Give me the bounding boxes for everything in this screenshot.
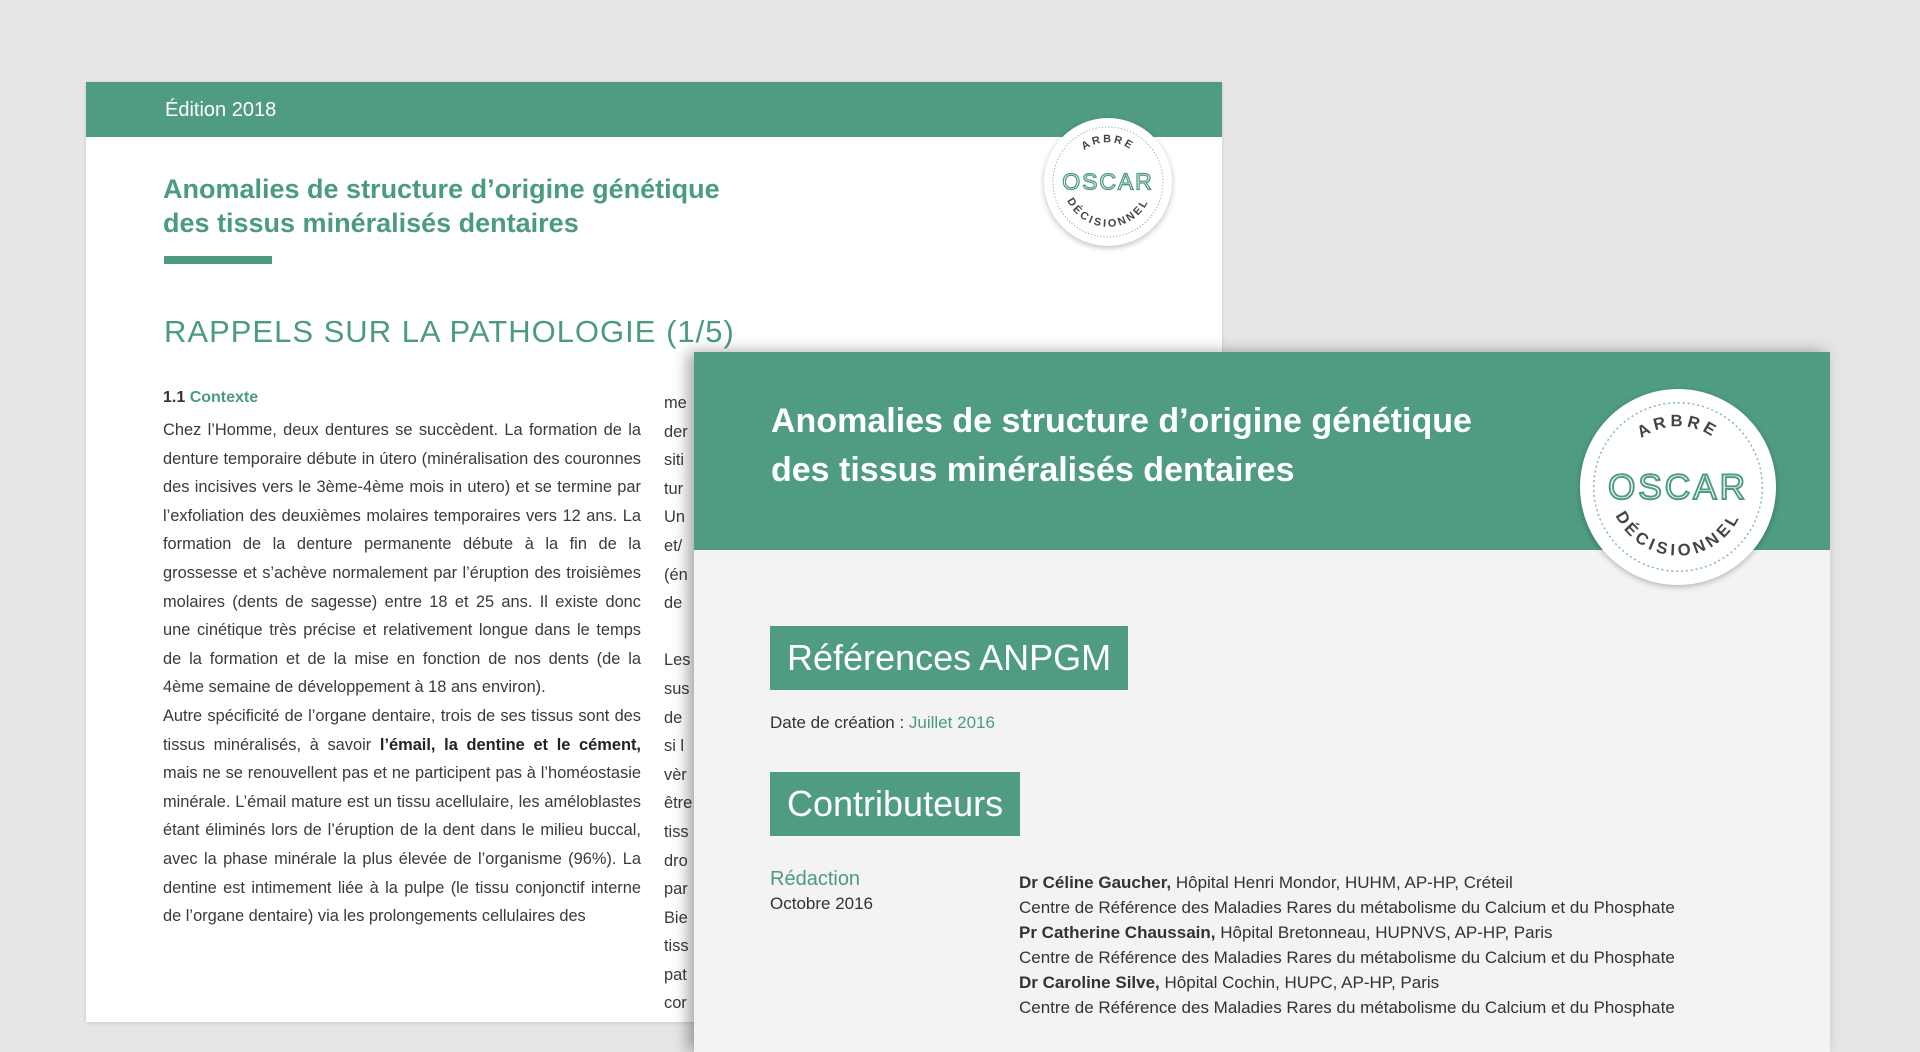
svg-text:ARBRE: ARBRE	[1633, 411, 1723, 442]
front-title-line1: Anomalies de structure d’origine génétique	[771, 402, 1472, 440]
contributor-detail: Hôpital Cochin, HUPC, AP-HP, Paris	[1159, 973, 1440, 992]
oscar-seal-small	[1044, 118, 1172, 246]
paragraph-2-bold: l’émail, la dentine et le cément,	[379, 735, 641, 754]
column2-fragment: (én	[664, 565, 688, 584]
svg-text:OSCAR: OSCAR	[1062, 168, 1154, 195]
svg-text:OSCAR: OSCAR	[1607, 467, 1749, 507]
contributor-line	[1019, 895, 1819, 920]
column2-fragment: sus	[664, 679, 690, 698]
paragraph-2-start: Autre spécificité de l’organe dentaire, trois de ses tissus sont des tissus minéralisés, à savoir	[163, 706, 641, 754]
svg-text:DÉCISIONNEL: DÉCISIONNEL	[1611, 507, 1745, 561]
column2-fragment: de	[664, 708, 683, 727]
contributor-line	[1019, 995, 1819, 1020]
column2-fragment: et/	[664, 536, 683, 555]
column2-fragment: Les	[664, 651, 691, 670]
contributor-line	[1019, 945, 1819, 970]
column2-fragment: cor	[664, 994, 687, 1013]
paragraph-2	[163, 702, 641, 931]
contributor-detail: Hôpital Henri Mondor, HUHM, AP-HP, Créteil	[1171, 873, 1513, 892]
oscar-logo-icon	[1580, 389, 1776, 585]
creation-date	[770, 713, 995, 733]
column2-fragment: siti	[664, 451, 685, 470]
context-text	[163, 416, 641, 931]
contributor-detail: Centre de Référence des Maladies Rares du métabolisme du Calcium et du Phosphate	[1019, 998, 1675, 1017]
contributor-detail: Centre de Référence des Maladies Rares du métabolisme du Calcium et du Phosphate	[1019, 898, 1675, 917]
column2-fragment: der	[664, 422, 688, 441]
creation-date-value: Juillet 2016	[908, 713, 995, 732]
contributor-detail: Hôpital Bretonneau, HUPNVS, AP-HP, Paris	[1215, 923, 1553, 942]
back-title-line1: Anomalies de structure d’origine génétique	[163, 174, 720, 204]
subsection-heading	[163, 389, 258, 407]
paragraph-1: Chez l’Homme, deux dentures se succèdent. La formation de la denture temporaire débute in útero (minéralisation des couronnes des incisives vers le 3ème-4ème mois in utero) et se termine par l’exfoliation des deuxièmes molaires temporaires vers 12 ans. La formation de la denture permanente débute à la fin de la grossesse et s’achève normalement par l’éruption des troisièmes molaires (dents de sagesse) entre 18 et 25 ans. Il existe donc une cinétique très précise et relativement longue dans le temps de la formation et de la mise en fonction de nos dents (de la 4ème semaine de développement à 18 ans environ).	[163, 421, 641, 697]
contributor-name: Pr Catherine Chaussain,	[1019, 923, 1216, 942]
column2-fragment: Un	[664, 508, 685, 527]
column2-fragment: si l	[664, 737, 685, 756]
back-page-title	[163, 172, 720, 240]
column2-fragment: tiss	[664, 822, 689, 841]
column2-fragment: être	[664, 794, 693, 813]
column2-fragment: me	[664, 394, 687, 412]
contributor-line	[1019, 870, 1819, 895]
subsection-number: 1.1	[163, 389, 186, 406]
contributor-name: Dr Céline Gaucher,	[1019, 873, 1172, 892]
column2-fragment: par	[664, 880, 688, 899]
paragraph-2-end: mais ne se renouvellent pas et ne participent pas à l’homéostasie minérale. L’émail mature est un tissu acellulaire, les améloblastes étant éliminés lors de l’éruption de la dent dans le milieu buccal, avec la phase minérale la plus élevée de l’organisme (96%). La dentine est intimement liée à la pulpe (le tissu conjonctif interne de l’organe dentaire) via les prolongements cellulaires des	[163, 764, 641, 926]
contributor-line	[1019, 970, 1819, 995]
column2-fragment: tiss	[664, 937, 689, 956]
title-underline	[164, 256, 272, 264]
subsection-label: Contexte	[189, 389, 259, 406]
column2-fragment: de	[664, 594, 683, 613]
creation-date-label: Date de création :	[770, 713, 909, 732]
contributors-list	[1019, 870, 1819, 1020]
column2-fragment: dro	[664, 851, 688, 870]
svg-text:DÉCISIONNEL: DÉCISIONNEL	[1064, 195, 1152, 231]
oscar-logo-icon	[1044, 118, 1172, 246]
back-title-line2: des tissus minéralisés dentaires	[163, 208, 579, 238]
front-page-title	[771, 397, 1472, 495]
redaction-label: Rédaction	[770, 868, 861, 890]
contributor-line	[1019, 920, 1819, 945]
contributor-detail: Centre de Référence des Maladies Rares du métabolisme du Calcium et du Phosphate	[1019, 948, 1675, 967]
references-heading: Références ANPGM	[770, 626, 1128, 690]
contributors-heading: Contributeurs	[770, 772, 1020, 836]
section-heading: RAPPELS SUR LA PATHOLOGIE (1/5)	[164, 314, 735, 349]
column2-fragment: pat	[664, 965, 687, 984]
column2-fragment: Bie	[664, 908, 688, 927]
front-title-line2: des tissus minéralisés dentaires	[771, 451, 1295, 489]
contributor-name: Dr Caroline Silve,	[1019, 973, 1160, 992]
oscar-seal-large	[1580, 389, 1776, 585]
redaction-date: Octobre 2016	[770, 894, 874, 913]
svg-text:ARBRE: ARBRE	[1079, 133, 1137, 153]
front-page	[694, 352, 1830, 1052]
column2-fragment: tur	[664, 479, 684, 498]
column2-fragment: vèr	[664, 765, 687, 784]
edition-label: Édition 2018	[165, 99, 277, 121]
